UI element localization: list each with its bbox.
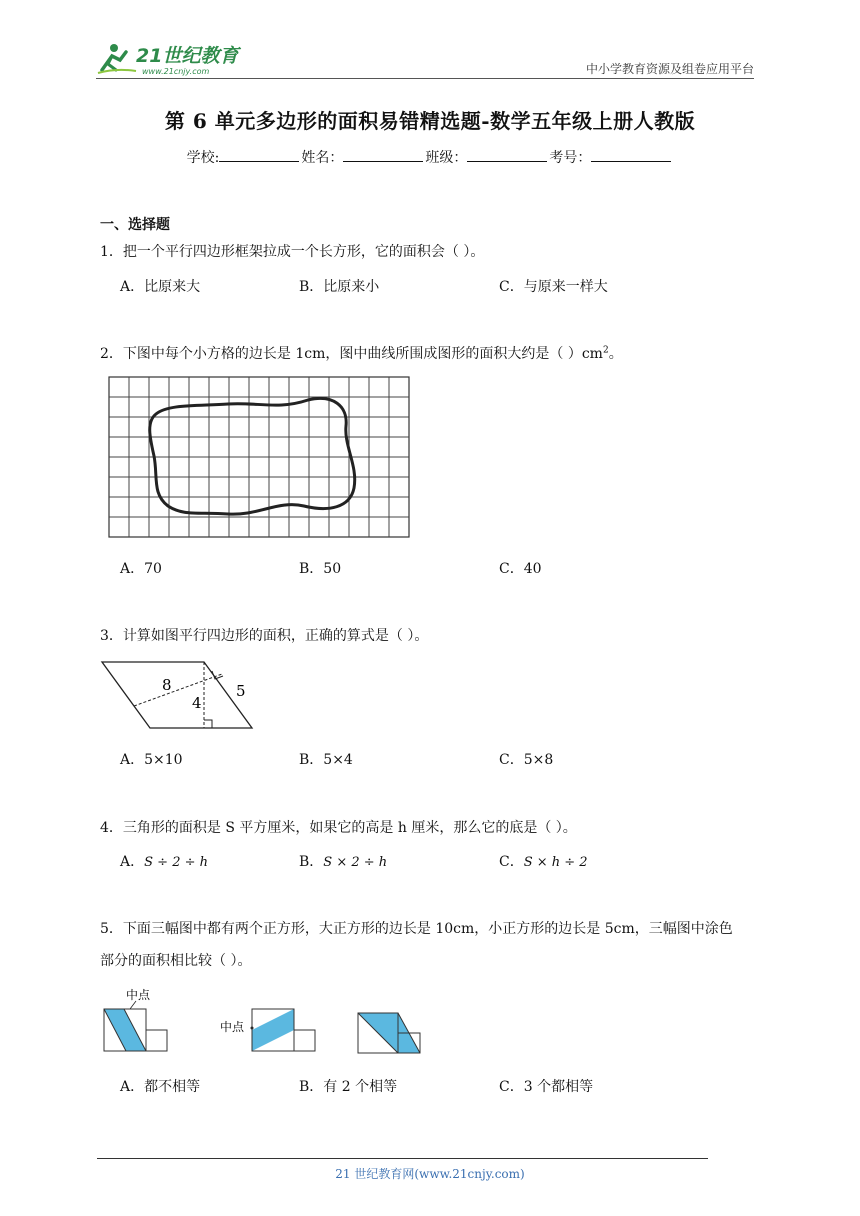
class-blank bbox=[467, 149, 547, 162]
school-label: 学校: bbox=[186, 150, 220, 166]
student-info-line bbox=[0, 147, 860, 167]
site-logo bbox=[96, 40, 266, 80]
school-blank bbox=[219, 149, 299, 162]
id-label: 考号： bbox=[549, 150, 592, 166]
question-2-stem bbox=[100, 343, 623, 363]
q4-option-a-math: S ÷ 2 ÷ h bbox=[144, 855, 208, 870]
q3-label-height: 4 bbox=[192, 694, 202, 712]
q3-option-c: C．5×8 bbox=[499, 752, 554, 768]
q4-option-b-math: S × 2 ÷ h bbox=[323, 855, 388, 870]
q3-label-side: 5 bbox=[236, 682, 246, 700]
q1-option-a: A．比原来大 bbox=[120, 279, 201, 295]
q3-label-diag: 8 bbox=[162, 676, 172, 694]
q3-option-b: B．5×4 bbox=[299, 752, 353, 768]
grid-figure bbox=[108, 376, 412, 544]
q2-option-b: B．50 bbox=[299, 561, 342, 577]
squares-figure-3 bbox=[354, 1009, 424, 1061]
question-5-stem-line2: 部分的面积相比较（ ）。 bbox=[100, 953, 252, 969]
q2-option-c: C．40 bbox=[499, 561, 542, 577]
q4-option-a bbox=[120, 851, 208, 871]
name-label: 姓名： bbox=[301, 150, 344, 166]
parallelogram-figure bbox=[100, 658, 260, 738]
logo-main-text: 21世纪教育 bbox=[136, 45, 239, 67]
question-1-stem: 1．把一个平行四边形框架拉成一个长方形，它的面积会（ ）。 bbox=[100, 244, 485, 260]
q4-option-c bbox=[499, 851, 588, 871]
q4-option-c-math: S × h ÷ 2 bbox=[523, 855, 588, 870]
q2-stem-end: 。 bbox=[608, 346, 623, 362]
q5-option-b: B．有 2 个相等 bbox=[299, 1079, 398, 1095]
q5-midpoint-label-1: 中点 bbox=[126, 988, 151, 1002]
q4-option-c-prefix: C． bbox=[499, 854, 524, 870]
id-blank bbox=[591, 149, 671, 162]
class-label: 班级： bbox=[425, 150, 468, 166]
q5-midpoint-label-2: 中点 bbox=[220, 1020, 245, 1034]
squares-figure-2 bbox=[218, 1005, 320, 1059]
q1-option-b: B．比原来小 bbox=[299, 279, 380, 295]
logo-url-text: www.21cnjy.com bbox=[142, 67, 210, 76]
question-5-stem-line1: 5．下面三幅图中都有两个正方形，大正方形的边长是 10cm，小正方形的边长是 5cm，三幅图中涂色 bbox=[100, 921, 733, 937]
q2-stem-text: 2．下图中每个小方格的边长是 1cm，图中曲线所围成图形的面积大约是（ ）cm bbox=[100, 346, 603, 362]
q5-option-a: A．都不相等 bbox=[120, 1079, 201, 1095]
squares-figure-1 bbox=[100, 985, 170, 1059]
q4-option-b bbox=[299, 851, 387, 871]
question-4-stem: 4．三角形的面积是 S 平方厘米，如果它的高是 h 厘米，那么它的底是（ ）。 bbox=[100, 820, 577, 836]
q4-option-a-prefix: A． bbox=[120, 854, 145, 870]
footer-text: 21 世纪教育网(www.21cnjy.com) bbox=[335, 1167, 525, 1181]
q4-option-b-prefix: B． bbox=[299, 854, 324, 870]
header-divider bbox=[96, 78, 754, 79]
q5-option-c: C．3 个都相等 bbox=[499, 1079, 594, 1095]
q1-option-c: C．与原来一样大 bbox=[499, 279, 608, 295]
q2-stem-sup: 2 bbox=[602, 345, 609, 356]
section-heading: 一、选择题 bbox=[100, 217, 170, 233]
question-3-stem: 3．计算如图平行四边形的面积，正确的算式是（ ）。 bbox=[100, 628, 429, 644]
header-platform-text: 中小学教育资源及组卷应用平台 bbox=[585, 62, 754, 76]
footer-divider bbox=[97, 1158, 708, 1159]
page-title: 第 6 单元多边形的面积易错精选题-数学五年级上册人教版 bbox=[164, 109, 696, 133]
name-blank bbox=[343, 149, 423, 162]
q2-option-a: A．70 bbox=[120, 561, 162, 577]
runner-icon bbox=[98, 44, 136, 73]
q3-option-a: A．5×10 bbox=[120, 752, 183, 768]
